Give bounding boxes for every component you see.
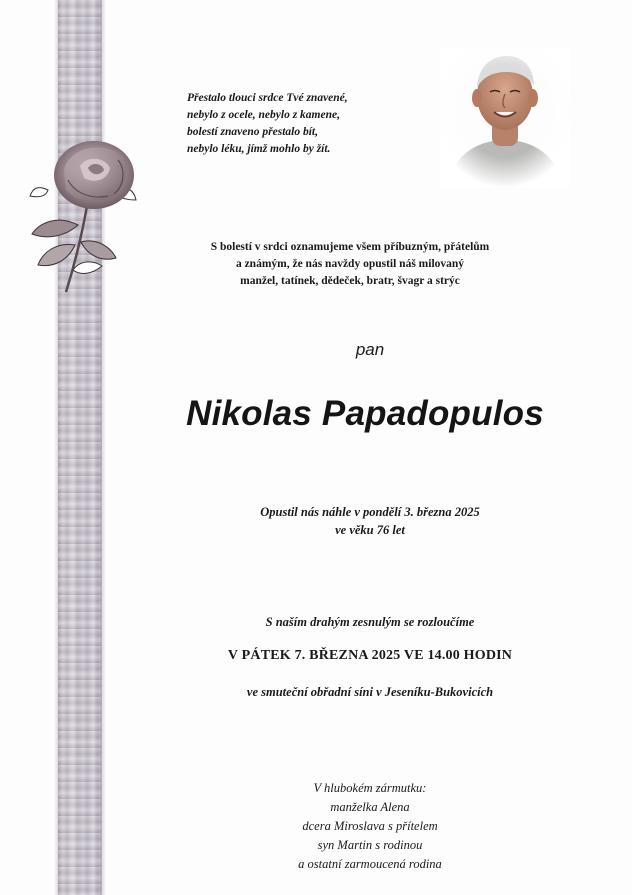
poem-line: nebylo léku, jímž mohlo by žít. bbox=[187, 143, 331, 155]
deceased-name: Nikolas Papadopulos bbox=[186, 394, 544, 433]
mourner: manželka Alena bbox=[330, 800, 410, 814]
death-date-line: Opustil nás náhle v pondělí 3. března 2025 bbox=[260, 505, 480, 519]
title-prefix: pan bbox=[355, 340, 385, 359]
poem-line: bolestí znaveno přestalo bít, bbox=[187, 126, 318, 138]
age-line: ve věku 76 let bbox=[335, 523, 405, 537]
poem bbox=[187, 90, 348, 158]
announcement-line: manžel, tatínek, dědeček, bratr, švagr a strýc bbox=[240, 275, 460, 287]
announcement-line: a známým, že nás navždy opustil náš milovaný bbox=[235, 258, 465, 270]
announcement-line: S bolestí v srdci oznamujeme všem příbuzným, přátelům bbox=[210, 241, 490, 253]
portrait-photo bbox=[440, 48, 570, 188]
mourners bbox=[220, 779, 520, 874]
mourner: dcera Miroslava s přítelem bbox=[302, 819, 438, 833]
funeral-place: ve smuteční obřadní síni v Jeseníku-Bukovicích bbox=[246, 685, 494, 699]
poem-line: Přestalo tlouci srdce Tvé znavené, bbox=[187, 92, 348, 104]
announcement bbox=[200, 239, 500, 290]
mourners-heading: V hlubokém zármutku: bbox=[313, 781, 427, 795]
mourner: a ostatní zarmoucená rodina bbox=[298, 857, 442, 871]
rose-icon bbox=[18, 130, 148, 300]
death-info bbox=[210, 503, 530, 539]
funeral-datetime: V PÁTEK 7. BŘEZNA 2025 VE 14.00 HODIN bbox=[227, 648, 513, 663]
farewell-line: S naším drahým zesnulým se rozloučíme bbox=[265, 615, 475, 629]
mourner: syn Martin s rodinou bbox=[317, 838, 423, 852]
poem-line: nebylo z ocele, nebylo z kamene, bbox=[187, 109, 340, 121]
